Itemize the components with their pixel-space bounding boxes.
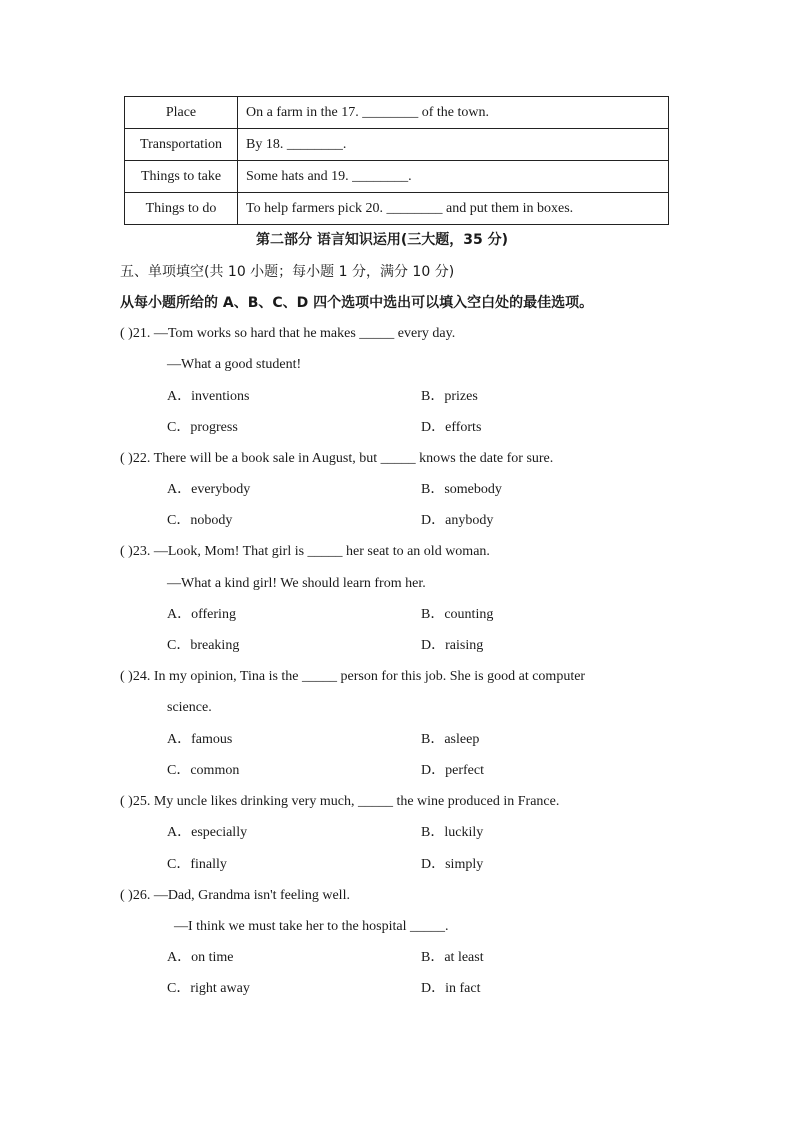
option-d: D．anybody: [421, 513, 494, 528]
option-a: A．inventions: [167, 389, 250, 404]
question-stem-line2: —What a good student!: [167, 357, 302, 372]
table-row: [125, 161, 669, 193]
table-row: [125, 97, 669, 129]
question-stem: ( )21. —Tom works so hard that he makes _____ every day.: [120, 326, 456, 341]
table-cell-value: By 18. ________.: [238, 129, 669, 161]
table-cell-value: Some hats and 19. ________.: [238, 161, 669, 193]
table-cell-label: Things to do: [125, 193, 238, 225]
table-row: [125, 129, 669, 161]
question-stem: ( )25. My uncle likes drinking very much, _____ the wine produced in France.: [120, 794, 560, 809]
option-c: C．right away: [167, 981, 250, 996]
question-stem-line2: science.: [167, 700, 212, 715]
option-c: C．finally: [167, 857, 227, 872]
option-b: B．prizes: [421, 389, 478, 404]
option-d: D．in fact: [421, 981, 481, 996]
option-d: D．simply: [421, 857, 484, 872]
question-stem-line2: —I think we must take her to the hospital _____.: [174, 919, 449, 934]
table-cell-label: Things to take: [125, 161, 238, 193]
option-c: C．progress: [167, 420, 238, 435]
info-table: [124, 96, 669, 225]
table-cell-label: Place: [125, 97, 238, 129]
instruction: 从每小题所给的 A、B、C、D 四个选项中选出可以填入空白处的最佳选项。: [120, 295, 594, 311]
option-a: A．offering: [167, 607, 236, 622]
option-b: B．asleep: [421, 732, 480, 747]
question-stem: ( )22. There will be a book sale in August, but _____ knows the date for sure.: [120, 451, 554, 466]
option-b: B．luckily: [421, 825, 484, 840]
table-cell-label: Transportation: [125, 129, 238, 161]
option-a: A．especially: [167, 825, 248, 840]
option-d: D．raising: [421, 638, 484, 653]
option-c: C．common: [167, 763, 240, 778]
option-b: B．counting: [421, 607, 494, 622]
question-stem: ( )24. In my opinion, Tina is the _____ person for this job. She is good at computer: [120, 669, 586, 684]
table-row: [125, 193, 669, 225]
option-c: C．breaking: [167, 638, 240, 653]
table-cell-value: To help farmers pick 20. ________ and put them in boxes.: [238, 193, 669, 225]
option-c: C．nobody: [167, 513, 233, 528]
section-title: 五、单项填空(共 10 小题；每小题 1 分，满分 10 分): [120, 264, 455, 280]
option-b: B．at least: [421, 950, 484, 965]
question-stem: ( )26. —Dad, Grandma isn't feeling well.: [120, 888, 350, 903]
option-b: B．somebody: [421, 482, 502, 497]
option-a: A．everybody: [167, 482, 251, 497]
option-d: D．perfect: [421, 763, 484, 778]
question-stem: ( )23. —Look, Mom! That girl is _____ her seat to an old woman.: [120, 544, 490, 559]
option-d: D．efforts: [421, 420, 482, 435]
option-a: A．on time: [167, 950, 234, 965]
part-title: 第二部分 语言知识运用(三大题，35 分): [256, 232, 509, 248]
question-stem-line2: —What a kind girl! We should learn from her.: [167, 576, 426, 591]
option-a: A．famous: [167, 732, 233, 747]
table-cell-value: On a farm in the 17. ________ of the town.: [238, 97, 669, 129]
